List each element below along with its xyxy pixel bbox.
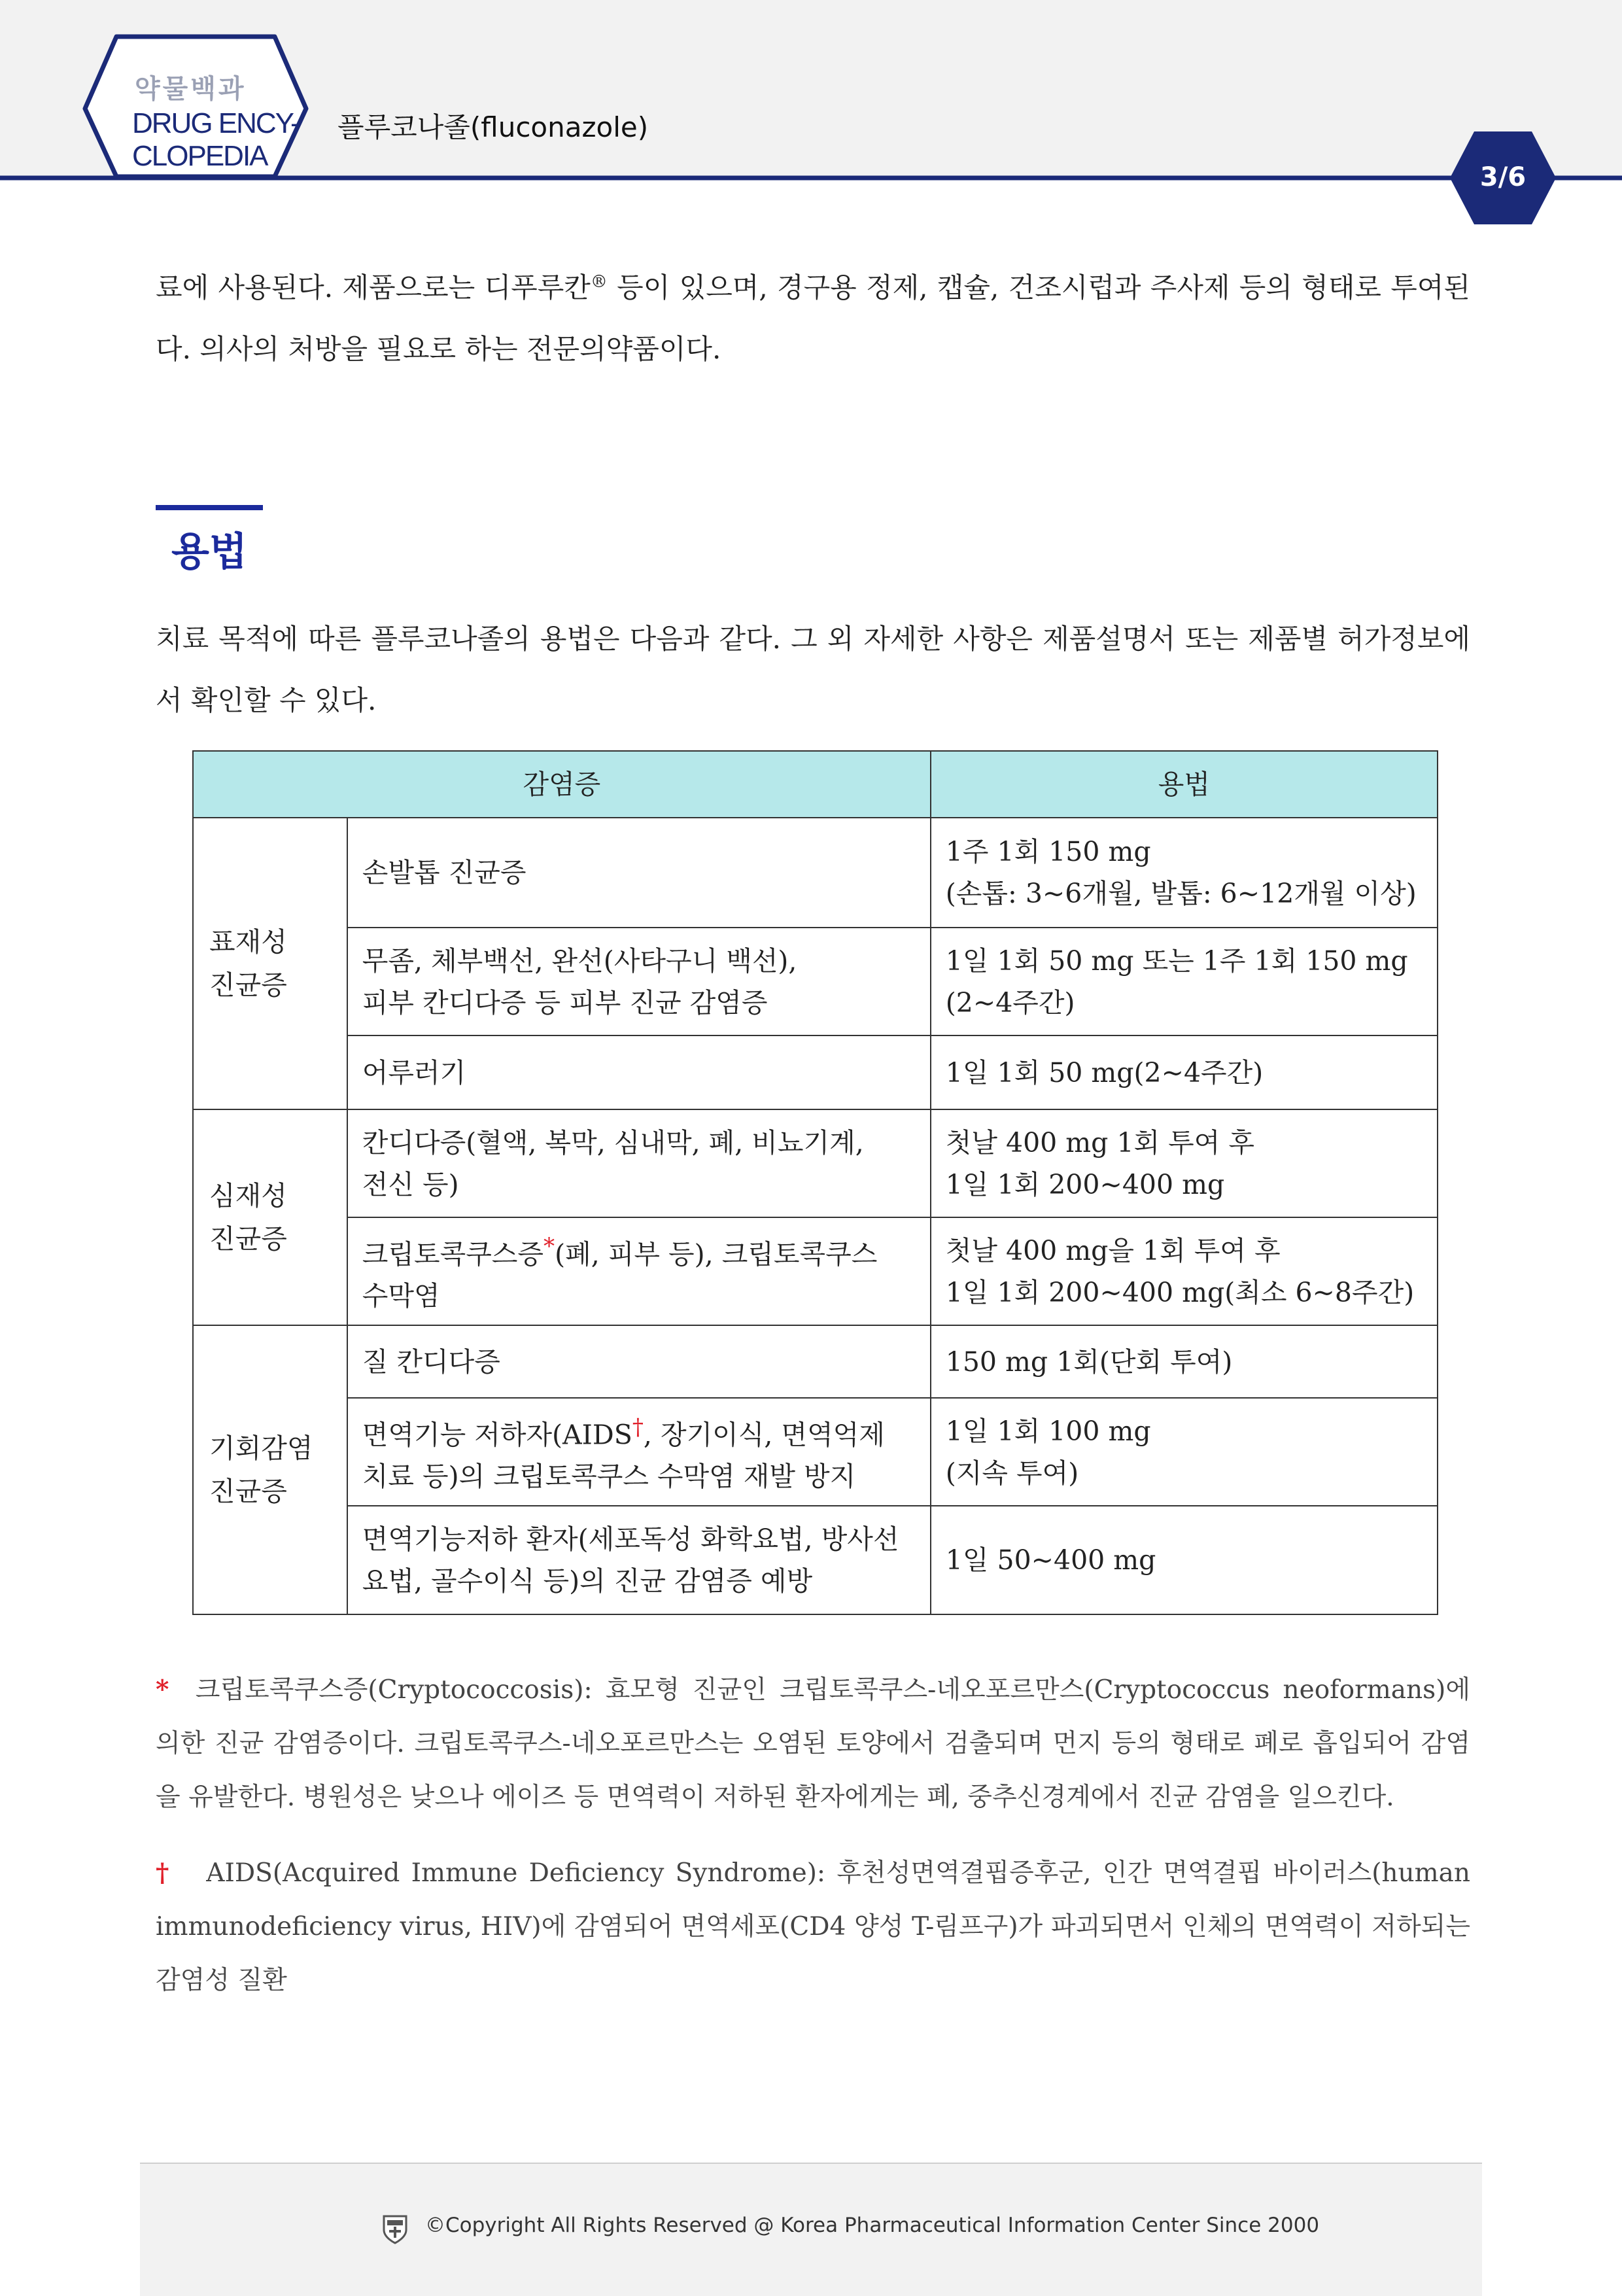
disease-line2: 수막염 [362, 1280, 440, 1312]
dosage-cell [931, 1217, 1438, 1325]
disease-line1: 손발톱 진균증 [362, 857, 526, 888]
disease-line2: 요법, 골수이식 등)의 진균 감염증 예방 [362, 1565, 813, 1597]
footnote-aids [156, 1846, 1470, 2008]
section-title: 용법 [171, 529, 247, 575]
table-row [193, 1035, 1438, 1109]
logo-english-line2: CLOPEDIA [132, 140, 267, 172]
disease-cell [347, 1506, 931, 1614]
disease-cell [347, 1398, 931, 1506]
disease-text-b: (폐, 피부 등), 크립토콕쿠스 [555, 1238, 878, 1270]
category-cell [193, 1109, 347, 1325]
intro-paragraph [156, 251, 1470, 380]
table-row [193, 1398, 1438, 1506]
kpic-emblem-icon [382, 2214, 408, 2244]
registered-mark: ® [590, 272, 608, 292]
category-line2: 진균증 [209, 1223, 287, 1255]
dosage-line1: 150 mg 1회(단회 투여) [945, 1346, 1233, 1378]
footnote-cryptococcosis [156, 1663, 1470, 1824]
disease-cell [347, 1217, 931, 1325]
disease-line1 [362, 1406, 916, 1456]
footnote-mark-asterisk: * [544, 1233, 555, 1260]
dosage-line1: 첫날 400 mg을 1회 투여 후 [945, 1234, 1281, 1266]
dosage-cell [931, 1398, 1438, 1506]
logo-english-line1: DRUG ENCY- [132, 107, 299, 139]
dosage-line1: 1일 50~400 mg [945, 1544, 1156, 1576]
header-dosage: 용법 [931, 751, 1438, 818]
table-row [193, 928, 1438, 1035]
dosage-table [192, 750, 1438, 1615]
dosage-line2: (2~4주간) [945, 986, 1075, 1018]
disease-line1: 어루러기 [362, 1056, 466, 1088]
dosage-line2: 1일 1회 200~400 mg [945, 1168, 1225, 1200]
footnote-text: 크립토콕쿠스증(Cryptococcosis): 효모형 진균인 크립토콕쿠스-네오포르만스(Cryptococcus neoformans)에 의한 진균 감염증이다. 크립토콕쿠스-네오포르만스는 오염된 토양에서 검출되며 먼지 등의 형태로 폐로 흡입되어 감염을 유발한다. 병원성은 낮으나 에이즈 등 면역력이 저하된 환자에게는 폐, 중추신경계에서 진균 감염을 일으킨다. [156, 1675, 1470, 1812]
category-line2: 진균증 [209, 969, 287, 1001]
dosage-cell [931, 1109, 1438, 1217]
disease-line2: 치료 등)의 크립토콕쿠스 수막염 재발 방지 [362, 1461, 856, 1493]
document-title: 플루코나졸(fluconazole) [337, 111, 649, 143]
category-line2: 진균증 [209, 1476, 287, 1507]
disease-line2: 피부 칸디다증 등 피부 진균 감염증 [362, 986, 768, 1018]
dosage-line1: 1일 1회 100 mg [945, 1415, 1151, 1447]
disease-cell [347, 1325, 931, 1398]
dosage-line2: 1일 1회 200~400 mg(최소 6~8주간) [945, 1276, 1415, 1308]
category-line1: 표재성 [209, 926, 287, 958]
disease-line1 [362, 1226, 916, 1276]
header-infection: 감염증 [193, 751, 931, 818]
disease-text-b: , 장기이식, 면역억제 [643, 1419, 885, 1451]
table-row [193, 818, 1438, 928]
logo-korean: 약물백과 [135, 74, 247, 104]
disease-line1: 칸디다증(혈액, 복막, 심내막, 폐, 비뇨기계, [362, 1126, 864, 1158]
table-row [193, 1325, 1438, 1398]
category-cell [193, 1325, 347, 1614]
disease-text-a: 면역기능 저하자(AIDS [362, 1419, 632, 1451]
dosage-line1: 첫날 400 mg 1회 투여 후 [945, 1126, 1255, 1158]
disease-line1: 면역기능저하 환자(세포독성 화학요법, 방사선 [362, 1523, 899, 1555]
dosage-line1: 1일 1회 50 mg(2~4주간) [945, 1056, 1264, 1088]
page-number: 3/6 [1479, 162, 1527, 192]
dosage-line2: (손톱: 3~6개월, 발톱: 6~12개월 이상) [945, 878, 1417, 909]
dosage-cell [931, 818, 1438, 928]
dosage-line1: 1일 1회 50 mg 또는 1주 1회 150 mg [945, 945, 1408, 977]
disease-line1: 질 칸디다증 [362, 1346, 500, 1378]
dosage-line1: 1주 1회 150 mg [945, 836, 1151, 867]
table-header-row [193, 751, 1438, 818]
section-description: 치료 목적에 따른 플루코나졸의 용법은 다음과 같다. 그 외 자세한 사항은 제품설명서 또는 제품별 허가정보에서 확인할 수 있다. [156, 623, 1470, 716]
disease-line2: 전신 등) [362, 1168, 459, 1200]
dosage-cell [931, 928, 1438, 1035]
footer [140, 2163, 1482, 2296]
category-cell [193, 818, 347, 1109]
disease-cell [347, 1109, 931, 1217]
dosage-line2: (지속 투여) [945, 1457, 1079, 1489]
intro-text-a: 료에 사용된다. 제품으로는 디푸루칸 [156, 271, 591, 304]
footnote-mark-dagger: † [632, 1414, 644, 1440]
disease-line1: 무좀, 체부백선, 완선(사타구니 백선), [362, 945, 797, 977]
dosage-cell [931, 1035, 1438, 1109]
footnote-mark: † [156, 1858, 173, 1888]
intro-text-b: 등이 있으며, 경구용 정제, 캡슐, 건조시럽과 주사제 등의 형태로 투여된다. 의사의 처방을 필요로 하는 전문의약품이다. [156, 271, 1471, 365]
table-row [193, 1109, 1438, 1217]
table-row [193, 1506, 1438, 1614]
disease-cell [347, 1035, 931, 1109]
dosage-cell [931, 1325, 1438, 1398]
disease-cell [347, 928, 931, 1035]
category-line1: 기회감염 [209, 1433, 313, 1464]
footnote-text: AIDS(Acquired Immune Deficiency Syndrome): 후천성면역결핍증후군, 인간 면역결핍 바이러스(human immunodeficiency virus, HIV)에 감염되어 면역세포(CD4 양성 T-림프구)가 파괴되면서 인체의 면역력이 저하되는 감염성 질환 [156, 1858, 1470, 1995]
disease-text-a: 크립토콕쿠스증 [362, 1238, 544, 1270]
disease-cell [347, 818, 931, 928]
dosage-cell [931, 1506, 1438, 1614]
footnote-mark: * [156, 1675, 169, 1705]
copyright-text: ©Copyright All Rights Reserved @ Korea Pharmaceutical Information Center Since 2000 [425, 2214, 1320, 2237]
section-accent-bar [156, 505, 263, 510]
table-row [193, 1217, 1438, 1325]
logo-english [132, 107, 299, 173]
category-line1: 심재성 [209, 1180, 287, 1211]
